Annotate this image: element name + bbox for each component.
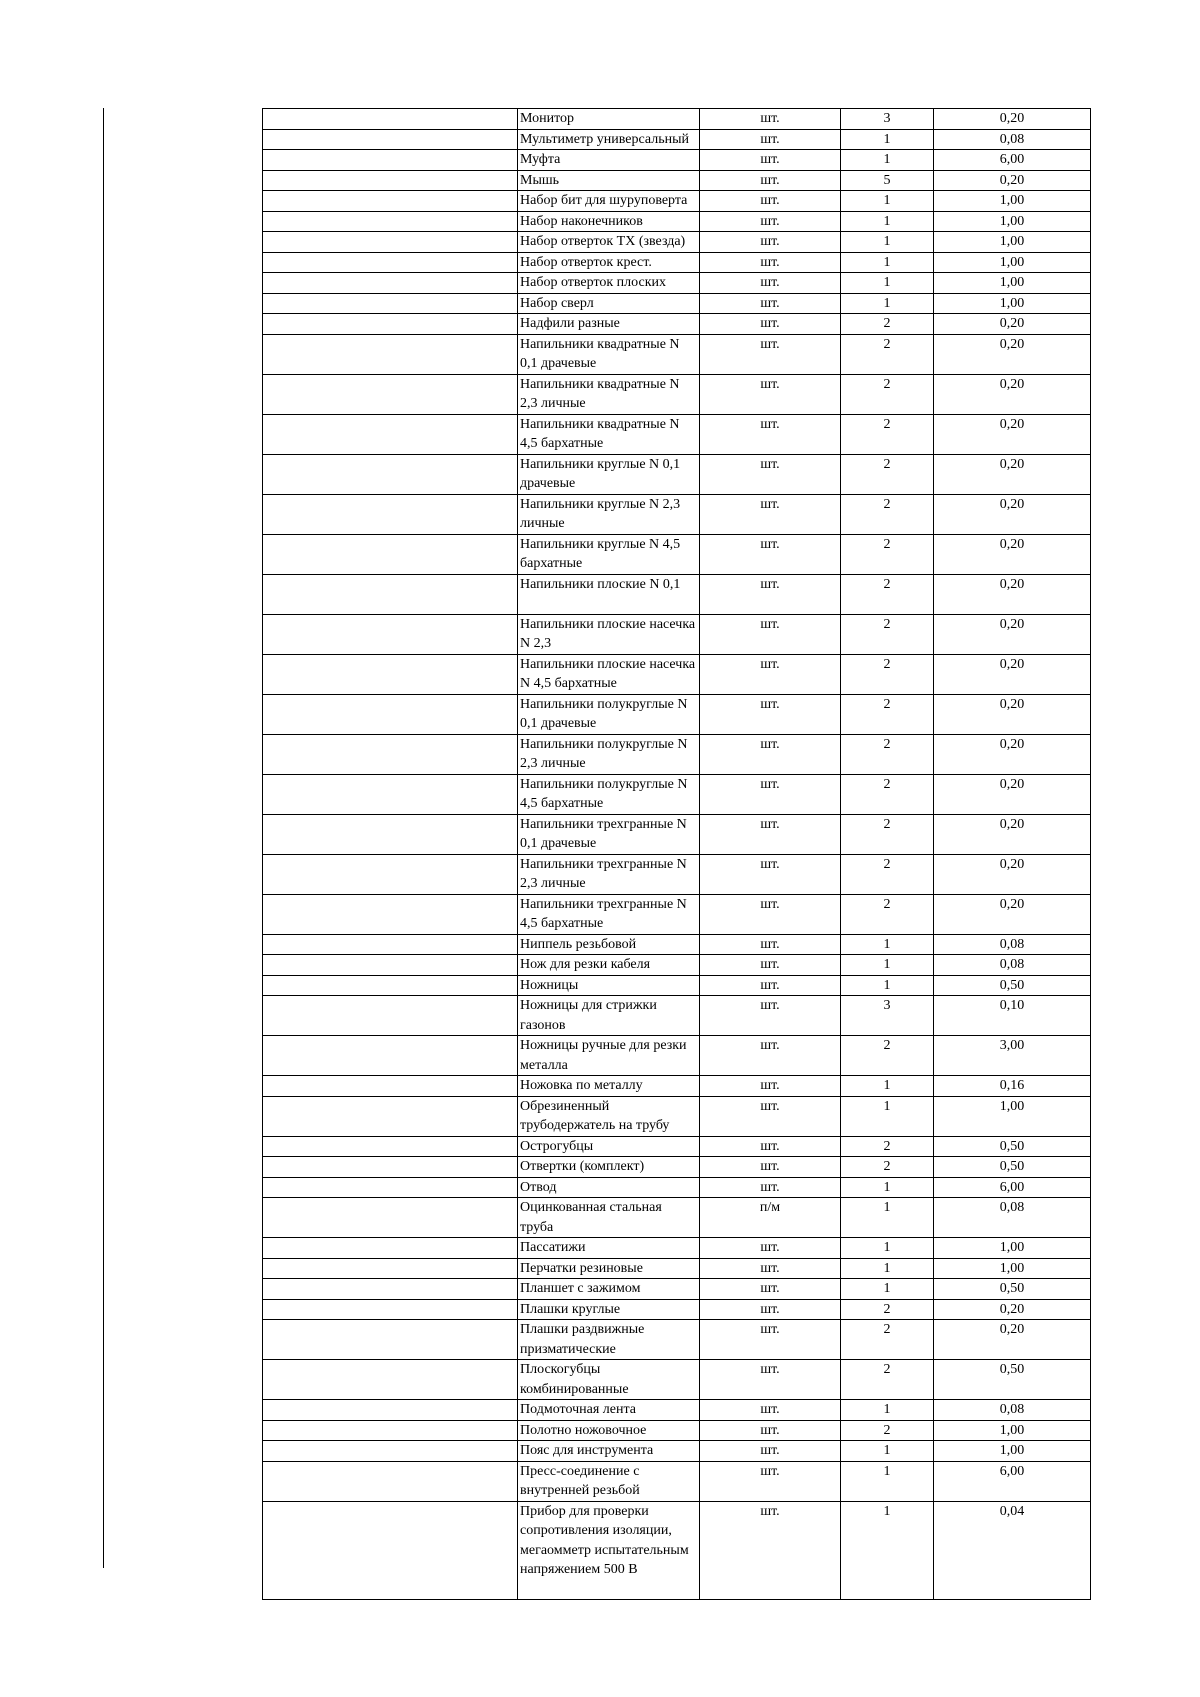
quantity-cell: 3 [841,109,934,130]
item-name-cell: Полотно ножовочное [518,1420,700,1441]
quantity-cell: 1 [841,1198,934,1238]
quantity-cell: 1 [841,1258,934,1279]
item-name-cell: Напильники квадратные N 4,5 бархатные [518,414,700,454]
quantity-cell: 1 [841,934,934,955]
unit-cell: шт. [700,1400,841,1421]
unit-cell: шт. [700,734,841,774]
coefficient-cell: 0,50 [934,1157,1091,1178]
table-row [263,150,1091,171]
blank-cell [263,414,518,454]
unit-cell: шт. [700,574,841,614]
blank-cell [263,150,518,171]
item-name-cell: Отвертки (комплект) [518,1157,700,1178]
item-name-cell: Пресс-соединение с внутренней резьбой [518,1461,700,1501]
item-name-cell: Пассатижи [518,1238,700,1259]
coefficient-cell: 0,16 [934,1076,1091,1097]
blank-cell [263,1238,518,1259]
table-row [263,1258,1091,1279]
table-row [263,211,1091,232]
quantity-cell: 2 [841,494,934,534]
coefficient-cell: 0,20 [934,334,1091,374]
item-name-cell: Монитор [518,109,700,130]
item-name-cell: Нож для резки кабеля [518,955,700,976]
blank-cell [263,170,518,191]
unit-cell: шт. [700,1360,841,1400]
blank-cell [263,734,518,774]
item-name-cell: Надфили разные [518,314,700,335]
quantity-cell: 1 [841,150,934,171]
item-name-cell: Напильники круглые N 0,1 драчевые [518,454,700,494]
quantity-cell: 1 [841,1501,934,1599]
blank-cell [263,494,518,534]
item-name-cell: Ниппель резьбовой [518,934,700,955]
blank-cell [263,1299,518,1320]
quantity-cell: 5 [841,170,934,191]
quantity-cell: 1 [841,1279,934,1300]
unit-cell: шт. [700,293,841,314]
coefficient-cell: 0,50 [934,1136,1091,1157]
blank-cell [263,1320,518,1360]
item-name-cell: Набор сверл [518,293,700,314]
unit-cell: шт. [700,211,841,232]
table-row [263,1198,1091,1238]
unit-cell: шт. [700,1096,841,1136]
coefficient-cell: 1,00 [934,1441,1091,1462]
table-row [263,614,1091,654]
quantity-cell: 3 [841,996,934,1036]
coefficient-cell: 1,00 [934,1420,1091,1441]
unit-cell: шт. [700,654,841,694]
unit-cell: шт. [700,129,841,150]
table-row [263,1501,1091,1599]
item-name-cell: Напильники квадратные N 2,3 личные [518,374,700,414]
unit-cell: шт. [700,854,841,894]
coefficient-cell: 6,00 [934,1461,1091,1501]
item-name-cell: Напильники полукруглые N 4,5 бархатные [518,774,700,814]
blank-cell [263,1177,518,1198]
blank-cell [263,1501,518,1599]
coefficient-cell: 1,00 [934,191,1091,212]
quantity-cell: 2 [841,1136,934,1157]
quantity-cell: 2 [841,854,934,894]
item-name-cell: Напильники полукруглые N 0,1 драчевые [518,694,700,734]
coefficient-cell: 0,20 [934,574,1091,614]
item-name-cell: Напильники круглые N 2,3 личные [518,494,700,534]
unit-cell: шт. [700,934,841,955]
item-name-cell: Напильники круглые N 4,5 бархатные [518,534,700,574]
table-row [263,454,1091,494]
table-row [263,414,1091,454]
blank-cell [263,854,518,894]
blank-cell [263,109,518,130]
coefficient-cell: 0,10 [934,996,1091,1036]
item-name-cell: Набор отверток крест. [518,252,700,273]
coefficient-cell: 0,20 [934,694,1091,734]
coefficient-cell: 0,50 [934,975,1091,996]
quantity-cell: 2 [841,654,934,694]
blank-cell [263,534,518,574]
item-name-cell: Напильники квадратные N 0,1 драчевые [518,334,700,374]
unit-cell: шт. [700,975,841,996]
item-name-cell: Пояс для инструмента [518,1441,700,1462]
quantity-cell: 1 [841,955,934,976]
quantity-cell: 2 [841,1299,934,1320]
blank-cell [263,694,518,734]
quantity-cell: 1 [841,1096,934,1136]
coefficient-cell: 6,00 [934,1177,1091,1198]
unit-cell: шт. [700,1501,841,1599]
table-row [263,1441,1091,1462]
blank-cell [263,894,518,934]
quantity-cell: 2 [841,454,934,494]
unit-cell: шт. [700,1036,841,1076]
item-name-cell: Мышь [518,170,700,191]
table-row [263,774,1091,814]
unit-cell: шт. [700,1076,841,1097]
coefficient-cell: 0,08 [934,1400,1091,1421]
coefficient-cell: 0,20 [934,374,1091,414]
unit-cell: шт. [700,996,841,1036]
blank-cell [263,1360,518,1400]
quantity-cell: 2 [841,774,934,814]
coefficient-cell: 0,20 [934,314,1091,335]
item-name-cell: Подмоточная лента [518,1400,700,1421]
table-row [263,293,1091,314]
blank-cell [263,1036,518,1076]
table-row [263,574,1091,614]
blank-cell [263,252,518,273]
table-row [263,934,1091,955]
quantity-cell: 1 [841,1400,934,1421]
coefficient-cell: 0,20 [934,854,1091,894]
coefficient-cell: 0,20 [934,614,1091,654]
item-name-cell: Плашки раздвижные призматические [518,1320,700,1360]
blank-cell [263,334,518,374]
quantity-cell: 2 [841,414,934,454]
coefficient-cell: 0,08 [934,129,1091,150]
quantity-cell: 2 [841,1320,934,1360]
table-row [263,1157,1091,1178]
item-name-cell: Отвод [518,1177,700,1198]
item-name-cell: Ножницы для стрижки газонов [518,996,700,1036]
blank-cell [263,975,518,996]
blank-cell [263,454,518,494]
coefficient-cell: 0,20 [934,454,1091,494]
table-row [263,534,1091,574]
unit-cell: шт. [700,1441,841,1462]
table-row [263,975,1091,996]
coefficient-cell: 0,20 [934,1320,1091,1360]
quantity-cell: 2 [841,814,934,854]
coefficient-cell: 1,00 [934,1096,1091,1136]
item-name-cell: Набор отверток плоских [518,273,700,294]
left-margin-rule [103,108,104,1568]
blank-cell [263,232,518,253]
table-row [263,170,1091,191]
table-row [263,334,1091,374]
table-row [263,1420,1091,1441]
unit-cell: шт. [700,150,841,171]
coefficient-cell: 0,20 [934,774,1091,814]
blank-cell [263,314,518,335]
table-row [263,814,1091,854]
coefficient-cell: 1,00 [934,232,1091,253]
blank-cell [263,1096,518,1136]
quantity-cell: 2 [841,894,934,934]
quantity-cell: 1 [841,252,934,273]
coefficient-cell: 0,08 [934,1198,1091,1238]
unit-cell: шт. [700,109,841,130]
unit-cell: шт. [700,774,841,814]
quantity-cell: 1 [841,129,934,150]
equipment-table-body [263,109,1091,1600]
item-name-cell: Напильники плоские насечка N 4,5 бархатные [518,654,700,694]
item-name-cell: Обрезиненный трубодержатель на трубу [518,1096,700,1136]
unit-cell: шт. [700,1157,841,1178]
table-row [263,1400,1091,1421]
quantity-cell: 2 [841,534,934,574]
unit-cell: шт. [700,314,841,335]
coefficient-cell: 0,20 [934,814,1091,854]
blank-cell [263,1136,518,1157]
unit-cell: шт. [700,414,841,454]
unit-cell: шт. [700,894,841,934]
item-name-cell: Набор отверток TX (звезда) [518,232,700,253]
item-name-cell: Напильники плоские N 0,1 [518,574,700,614]
quantity-cell: 2 [841,1360,934,1400]
item-name-cell: Муфта [518,150,700,171]
quantity-cell: 1 [841,1441,934,1462]
blank-cell [263,1279,518,1300]
coefficient-cell: 1,00 [934,1258,1091,1279]
blank-cell [263,273,518,294]
table-row [263,1076,1091,1097]
quantity-cell: 1 [841,975,934,996]
unit-cell: шт. [700,374,841,414]
blank-cell [263,1420,518,1441]
unit-cell: шт. [700,170,841,191]
coefficient-cell: 0,08 [934,934,1091,955]
item-name-cell: Острогубцы [518,1136,700,1157]
quantity-cell: 1 [841,273,934,294]
table-row [263,1096,1091,1136]
table-row [263,955,1091,976]
quantity-cell: 2 [841,374,934,414]
quantity-cell: 2 [841,734,934,774]
quantity-cell: 2 [841,1157,934,1178]
quantity-cell: 2 [841,1036,934,1076]
coefficient-cell: 0,50 [934,1279,1091,1300]
item-name-cell: Плоскогубцы комбинированные [518,1360,700,1400]
item-name-cell: Прибор для проверки сопротивления изоляции, мегаомметр испытательным напряжением 500 В [518,1501,700,1599]
table-row [263,694,1091,734]
quantity-cell: 2 [841,614,934,654]
table-row [263,374,1091,414]
coefficient-cell: 0,20 [934,894,1091,934]
item-name-cell: Оцинкованная стальная труба [518,1198,700,1238]
blank-cell [263,1198,518,1238]
coefficient-cell: 0,20 [934,494,1091,534]
item-name-cell: Ножовка по металлу [518,1076,700,1097]
blank-cell [263,774,518,814]
quantity-cell: 1 [841,232,934,253]
unit-cell: шт. [700,1299,841,1320]
coefficient-cell: 0,50 [934,1360,1091,1400]
table-row [263,734,1091,774]
table-row [263,1177,1091,1198]
table-row [263,109,1091,130]
coefficient-cell: 0,20 [934,170,1091,191]
quantity-cell: 2 [841,314,934,335]
quantity-cell: 1 [841,1238,934,1259]
item-name-cell: Напильники полукруглые N 2,3 личные [518,734,700,774]
blank-cell [263,1461,518,1501]
quantity-cell: 2 [841,1420,934,1441]
quantity-cell: 1 [841,1177,934,1198]
unit-cell: шт. [700,252,841,273]
table-row [263,1036,1091,1076]
coefficient-cell: 0,20 [934,534,1091,574]
unit-cell: шт. [700,454,841,494]
table-row [263,854,1091,894]
unit-cell: шт. [700,614,841,654]
quantity-cell: 1 [841,293,934,314]
quantity-cell: 1 [841,1461,934,1501]
unit-cell: шт. [700,232,841,253]
blank-cell [263,955,518,976]
unit-cell: шт. [700,1420,841,1441]
coefficient-cell: 0,20 [934,654,1091,694]
blank-cell [263,1076,518,1097]
coefficient-cell: 0,08 [934,955,1091,976]
quantity-cell: 2 [841,574,934,614]
item-name-cell: Напильники плоские насечка N 2,3 [518,614,700,654]
unit-cell: шт. [700,1177,841,1198]
coefficient-cell: 1,00 [934,211,1091,232]
item-name-cell: Напильники трехгранные N 4,5 бархатные [518,894,700,934]
equipment-table [262,108,1091,1600]
blank-cell [263,1157,518,1178]
table-row [263,191,1091,212]
quantity-cell: 1 [841,1076,934,1097]
table-row [263,129,1091,150]
table-row [263,232,1091,253]
coefficient-cell: 1,00 [934,273,1091,294]
coefficient-cell: 0,04 [934,1501,1091,1599]
item-name-cell: Плашки круглые [518,1299,700,1320]
item-name-cell: Напильники трехгранные N 2,3 личные [518,854,700,894]
unit-cell: п/м [700,1198,841,1238]
quantity-cell: 2 [841,334,934,374]
table-row [263,996,1091,1036]
table-row [263,654,1091,694]
blank-cell [263,654,518,694]
unit-cell: шт. [700,814,841,854]
unit-cell: шт. [700,534,841,574]
unit-cell: шт. [700,334,841,374]
table-row [263,494,1091,534]
blank-cell [263,1441,518,1462]
unit-cell: шт. [700,1279,841,1300]
item-name-cell: Перчатки резиновые [518,1258,700,1279]
blank-cell [263,934,518,955]
quantity-cell: 1 [841,211,934,232]
item-name-cell: Набор наконечников [518,211,700,232]
item-name-cell: Планшет с зажимом [518,1279,700,1300]
table-row [263,1461,1091,1501]
coefficient-cell: 0,20 [934,734,1091,774]
quantity-cell: 1 [841,191,934,212]
blank-cell [263,814,518,854]
item-name-cell: Набор бит для шуруповерта [518,191,700,212]
table-row [263,1299,1091,1320]
coefficient-cell: 1,00 [934,1238,1091,1259]
quantity-cell: 2 [841,694,934,734]
table-row [263,273,1091,294]
unit-cell: шт. [700,1461,841,1501]
coefficient-cell: 1,00 [934,252,1091,273]
table-row [263,1238,1091,1259]
table-row [263,894,1091,934]
coefficient-cell: 3,00 [934,1036,1091,1076]
item-name-cell: Ножницы ручные для резки металла [518,1036,700,1076]
coefficient-cell: 1,00 [934,293,1091,314]
table-row [263,314,1091,335]
table-row [263,1279,1091,1300]
unit-cell: шт. [700,494,841,534]
unit-cell: шт. [700,1258,841,1279]
unit-cell: шт. [700,273,841,294]
unit-cell: шт. [700,1136,841,1157]
blank-cell [263,614,518,654]
unit-cell: шт. [700,955,841,976]
blank-cell [263,191,518,212]
item-name-cell: Напильники трехгранные N 0,1 драчевые [518,814,700,854]
blank-cell [263,293,518,314]
blank-cell [263,211,518,232]
item-name-cell: Ножницы [518,975,700,996]
table-row [263,1320,1091,1360]
coefficient-cell: 0,20 [934,109,1091,130]
blank-cell [263,374,518,414]
table-row [263,1136,1091,1157]
item-name-cell: Мультиметр универсальный [518,129,700,150]
unit-cell: шт. [700,191,841,212]
blank-cell [263,996,518,1036]
table-row [263,1360,1091,1400]
coefficient-cell: 6,00 [934,150,1091,171]
blank-cell [263,1258,518,1279]
unit-cell: шт. [700,1320,841,1360]
coefficient-cell: 0,20 [934,414,1091,454]
blank-cell [263,129,518,150]
blank-cell [263,574,518,614]
unit-cell: шт. [700,1238,841,1259]
blank-cell [263,1400,518,1421]
coefficient-cell: 0,20 [934,1299,1091,1320]
unit-cell: шт. [700,694,841,734]
table-row [263,252,1091,273]
